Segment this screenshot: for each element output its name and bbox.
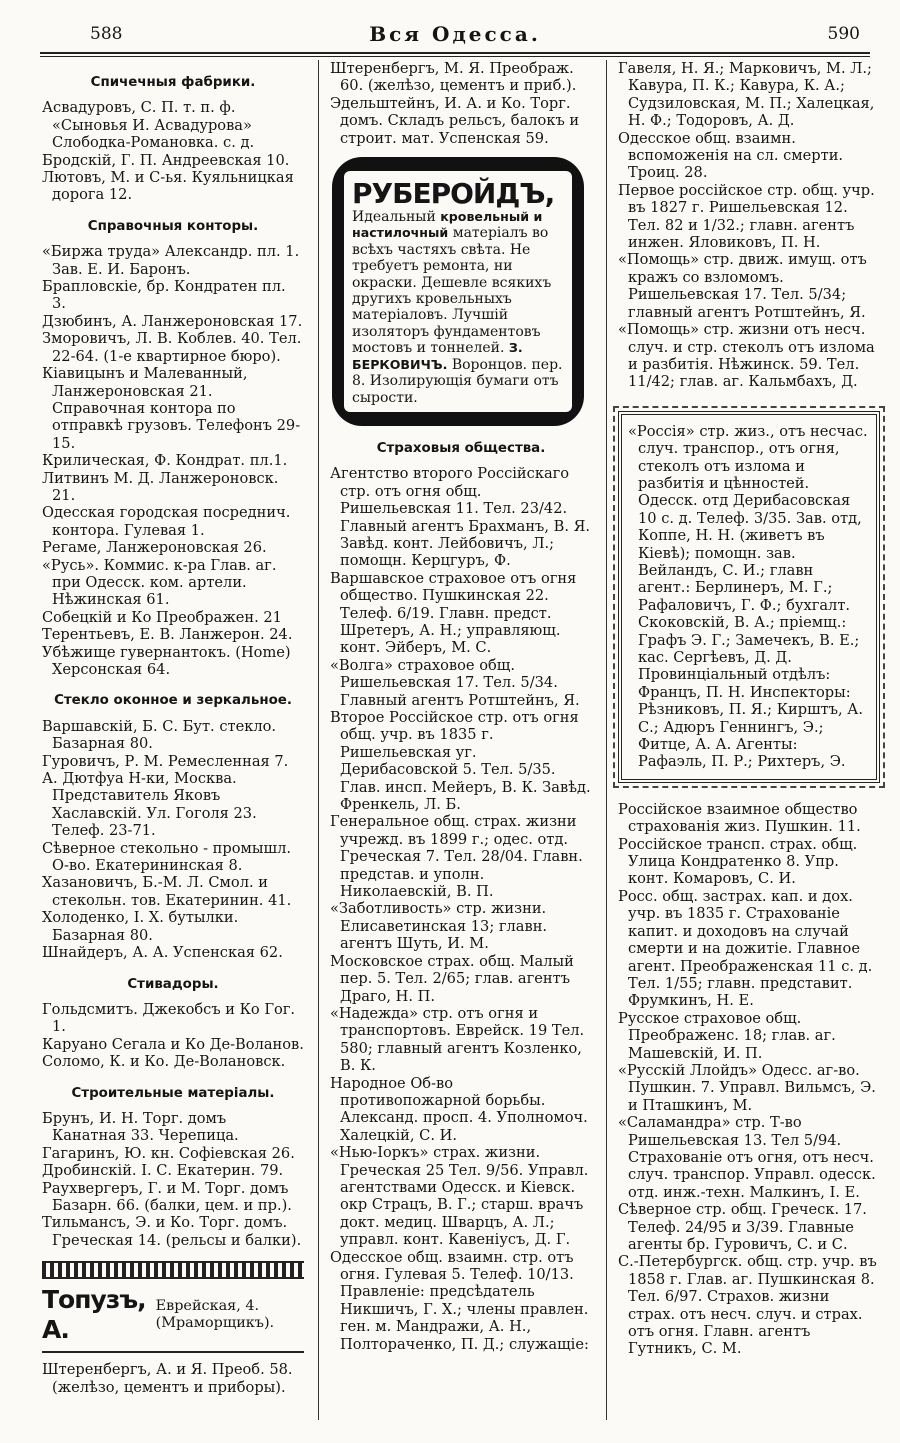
list-item: Дробинскій. І. С. Екатерин. 79. (42, 1162, 284, 1180)
section-title: Страховыя общества. (376, 440, 546, 456)
list-item: Варшавское страховое отъ огня общество. Пушкинская 22. Телеф. 6/19. Главн. предст. Шретеръ, А. Н.; управляющ. конт. Эйберъ, М. С. (330, 569, 577, 657)
list-item: Гавеля, Н. Я.; Марковичъ, М. Л.; Кавура, П. К.; Кавура, К. А.; Судзиловская, М. П.; Халецкая, Н. Ф.; Тодоровъ, А. Д. (618, 60, 875, 130)
section-title: Стивадоры. (127, 976, 219, 992)
list-item: «Русь». Коммис. к-ра Глав. аг. при Одесск. ком. артели. Нѣжинская 61. (42, 556, 277, 609)
list-item: Русское страховое общ. Преображенс. 18; глав. аг. Машевскій, И. П. (618, 1009, 836, 1062)
page-header (40, 22, 870, 50)
column-3 (618, 60, 880, 1358)
list-item: Сѣверное стекольно - промышл. О-во. Екатерининская 8. (42, 839, 291, 875)
rule-divider (42, 1351, 304, 1353)
list-item: Крилическая, Ф. Кондрат. пл.1. (42, 452, 288, 470)
list-item: Соломо, К. и Ко. Де-Волановск. (42, 1053, 286, 1071)
section-glass (42, 692, 304, 961)
section-inquiry-offices (42, 218, 304, 679)
column-1 (42, 60, 304, 1396)
list-item: Регаме, Ланжероновская 26. (42, 539, 267, 557)
ornament-divider (42, 1261, 304, 1279)
header-rule (40, 52, 870, 54)
list-item: Хазановичъ, Б.-М. Л. Смол. и стекольн. тов. Екатеринин. 41. (42, 874, 292, 909)
section-title: Спичечныя фабрики. (90, 75, 256, 90)
advert-address: Еврейская, 4. (Мраморщикъ). (155, 1298, 275, 1332)
list-item: Одесское общ. взаимн. вспоможенія на сл. смерти. Троиц. 28. (618, 129, 844, 182)
advert-tail: Воронцов. пер. 8. Изолирующія бумаги отъ сырости. (352, 356, 563, 406)
list-item: «Помощь» стр. движ. имущ. отъ кражъ со взломомъ. Ришельевская 17. Тел. 5/34; главный агентъ Ротштейнъ, Я. (618, 251, 867, 321)
list-item: Брунъ, И. Н. Торг. домъ Канатная 33. Черепица. (42, 1109, 239, 1145)
list-item: Росс. общ. застрах. кап. и дох. учр. въ 1835 г. Страхованіе капит. и доходовъ на случай смерти и на дожитіе. Главное агент. Преображенская 11 с. д. Тел. 1/55; главн. представит. Фрумкинъ, Н. Е. (618, 887, 873, 1010)
list-item: Зморовичъ, Л. В. Коблев. 40. Тел. 22-64. (1-е квартирное бюро). (42, 330, 302, 365)
list-item: Штеренбергъ, М. Я. Преображ. 60. (желѣзо, цементъ и приб.). (330, 60, 577, 95)
advert-brand: РУБЕРОЙДЪ, (352, 177, 555, 211)
rossiya-boxed-entry (618, 411, 880, 783)
list-item: Варшавскій, Б. С. Бут. стекло. Базарная 80. (42, 717, 277, 753)
list-item: Раухвергеръ, Г. и М. Торг. домъ Базарн. 66. (балки, цем. и пр.). (42, 1179, 292, 1214)
column-divider (318, 60, 319, 1420)
list-item: Каруано Сегала и Ко Де-Воланов. (42, 1035, 304, 1053)
list-item: Шнайдеръ, А. А. Успенская 62. (42, 944, 283, 962)
advert-lead: Идеальный (352, 209, 436, 226)
list-item: «Русскій Ллойдъ» Одесс. аг-во. Пушкин. 7. Управл. Вильмсъ, Э. и Пташкинъ, М. (618, 1061, 876, 1114)
column-divider (606, 60, 607, 1420)
advert-bold-line: кровельный и настилочный (352, 209, 543, 241)
advert-name: Топузъ, А. (42, 1285, 146, 1345)
list-item: Убѣжище гувернантокъ. (Home) Херсонская 64. (42, 643, 291, 678)
boxed-text: «Россія» стр. жиз., отъ несчас. случ. транспор., отъ огня, стеколъ отъ излома и разбитія и цѣнностей. Одесск. отд Дерибасовская 10 с. д. Телеф. 3/35. Зав. отд, Коппе, Н. Н. (живетъ въ Кіевѣ); помощн. зав. Вейландъ, С. И.; главн агент.: Берлинеръ, М. Г.; Рафаловичъ, Г. Ф.; бухгалт. Скоковскій, В. А.; пріемщ.: Графъ Э. Г.; Замечекъ, В. Е.; кас. Сергѣевъ, Д. Д. Провинціальный отдѣлъ: Францъ, П. Н. Инспекторы: Рѣзниковъ, П. Я.; Кирштъ, А. С.; Адюръ Геннингъ, Э.; Фитце, А. А. Агенты: Рафаэль, П. Р.; Рихтеръ, Э. (628, 422, 868, 771)
list-item: Собецкій и Ко Преображен. 21 (42, 608, 282, 626)
list-item: Дзюбинъ, А. Ланжероновская 17. (42, 312, 303, 330)
list-item: «Нью-Іоркъ» страх. жизни. Греческая 25 Тел. 9/56. Управл. агентствами Одесск. и Кіевск. окр Страцъ, В. Г.; старш. врачъ докт. медиц. Шварцъ, А. Л.; управл. конт. Кавеніусъ, Д. Г. (330, 1144, 589, 1249)
list-item: «Биржа труда» Александр. пл. 1. Зав. Е. И. Баронъ. (42, 243, 300, 278)
section-matches (42, 74, 304, 204)
section-stevedores (42, 976, 304, 1071)
section-building-materials (42, 1085, 304, 1250)
list-item: Сѣверное стр. общ. Греческ. 17. Телеф. 24/95 и 3/39. Главные агенты бр. Гуровичъ, С. и С. (618, 1201, 867, 1253)
list-item: Лютовъ, М. и С-ья. Куяльницкая дорога 12. (42, 169, 294, 204)
list-item: А. Дютфуа Н-ки, Москва. Представитель Яковъ Хаславскій. Ул. Гоголя 23. Телеф. 23-71. (42, 770, 257, 840)
section-title: Стекло оконное и зеркальное. (54, 693, 292, 709)
list-item: Первое россійское стр. общ. учр. въ 1827 г. Ришельевская 12. Тел. 82 и 1/32.; главн. агентъ инжен. Яловиковъ, П. Н. (618, 181, 875, 252)
ruberoid-advert (332, 157, 584, 426)
list-item: Народное Об-во противопожарной борьбы. Александ. просп. 4. Уполномоч. Халецкій, С. И. (330, 1074, 588, 1144)
list-item: Одесская городская посреднич. контора. Гулевая 1. (42, 504, 291, 539)
list-item: Гуровичъ, Р. М. Ремесленная 7. (42, 752, 289, 770)
list-item: Гольдсмитъ. Джекобсъ и Ко Гог. 1. (42, 1000, 296, 1036)
advert-firm: З. БЕРКОВИЧЪ. (352, 340, 523, 372)
list-item: Бродскій, Г. П. Андреевская 10. (42, 151, 290, 169)
list-item: Россійское взаимное общество страхованія жиз. Пушкин. 11. (618, 800, 861, 836)
list-item: Второе Россійское стр. отъ огня общ. учр. въ 1835 г. Ришельевская уг. Дерибасовской 5. Тел. 5/35. Глав. инсп. Мейеръ, В. К. Завѣд. Френкель, Л. Б. (330, 709, 591, 814)
header-rule-thin (40, 56, 870, 57)
list-item: Кіавицынъ и Малеванный, Ланжероновская 21. Справочная контора по отправкѣ грузовъ. Телефонъ 29-15. (42, 365, 301, 452)
list-item: С.-Петербургск. общ. стр. учр. въ 1858 г. Глав. аг. Пушкинская 8. Тел. 6/97. Страхов. жизни страх. отъ несч. случ. и страх. отъ огня. Главн. агентъ Гутникъ, С. М. (618, 1253, 877, 1358)
list-item: Гагаринъ, Ю. кн. Софіевская 26. (42, 1144, 295, 1162)
list-item: Эдельштейнъ, И. А. и Ко. Торг. домъ. Складъ рельсъ, балокъ и строит. мат. Успенская 59. (330, 94, 580, 147)
list-item: Агентство второго Россійскаго стр. отъ огня общ. Ришельевская 11. Тел. 23/42. Главный агентъ Брахманъ, В. Я. Завѣд. конт. Лейбовичъ, Л.; помощн. Керцгуръ, Ф. (330, 465, 591, 570)
list-item: Асвадуровъ, С. П. т. п. ф. «Сыновья И. Асвадурова» Слободка-Романовка. с. д. (42, 99, 255, 152)
list-item: «Волга» страховое общ. Ришельевская 17. Тел. 5/34. Главный агентъ Ротштейнъ, Я. (330, 656, 580, 709)
advert-text: матеріалъ во всѣхъ частяхъ свѣта. Не требуетъ ремонта, ни окраски. Дешевле всякихъ другихъ кровельныхъ матеріаловъ. Лучшій изоляторъ фундаментовъ мостовъ и тоннелей. (352, 225, 552, 357)
list-item: Литвинъ М. Д. Ланжероновск. 21. (42, 469, 279, 504)
page-number-right: 590 (827, 24, 860, 44)
section-title: Строительные матеріалы. (71, 1085, 275, 1101)
section-title: Справочныя конторы. (87, 218, 259, 234)
list-item: «Заботливость» стр. жизни. Елисаветинская 13; главн. агентъ Шуть, И. М. (330, 900, 548, 953)
advert-body (344, 171, 572, 412)
list-item: Терентьевъ, Е. В. Ланжерон. 24. (42, 626, 293, 644)
topuz-advert (42, 1285, 304, 1345)
list-item: Холоденко, І. Х. бутылки. Базарная 80. (42, 909, 239, 944)
list-item: Московское страх. общ. Малый пер. 5. Тел. 2/65; глав. агентъ Драго, Н. П. (330, 952, 574, 1005)
list-item: Россійское трансп. страх. общ. Улица Кондратенко 8. Упр. конт. Комаровъ, С. И. (618, 835, 858, 888)
page-number-left: 588 (90, 24, 123, 44)
list-item: Штеренбергъ, А. и Я. Преоб. 58. (желѣзо, цементъ и приборы). (42, 1361, 293, 1396)
list-item: Тильмансъ, Э. и Ко. Торг. домъ. Греческая 14. (рельсы и балки). (42, 1214, 302, 1249)
list-item: Брапловскіе, бр. Кондратен пл. 3. (42, 278, 286, 313)
running-title: Вся Одесса. (369, 22, 541, 46)
list-item: Генеральное общ. страх. жизни учрежд. въ 1899 г.; одес. отд. Греческая 7. Тел. 28/04. Главн. представ. и уполн. Николаевскій, В. П. (330, 813, 583, 901)
list-item: «Помощь» стр. жизни отъ несч. случ. и стр. стеколъ отъ излома и разбитія. Нѣжинск. 59. Тел. 11/42; глав. аг. Кальмбахъ, Д. (618, 321, 875, 391)
list-item: «Надежда» стр. отъ огня и транспортовъ. Еврейск. 19 Тел. 580; главный агентъ Козленко, В. К. (330, 1004, 585, 1075)
list-item: «Саламандра» стр. Т-во Ришельевская 13. Тел 5/94. Страхованіе отъ огня, отъ несч. случ. транспор. Управл. одесск. отд. инж.-техн. Малкинъ, І. Е. (618, 1114, 876, 1201)
list-item: Одесское общ. взаимн. стр. отъ огня. Гулевая 5. Телеф. 10/13. Правленіе: предсѣдатель Никшичъ, Г. Х.; члены правлен. ген. м. Мандражи, А. Н., Полтораченко, П. Д.; служащіе: (330, 1248, 589, 1353)
column-2 (330, 60, 592, 1353)
